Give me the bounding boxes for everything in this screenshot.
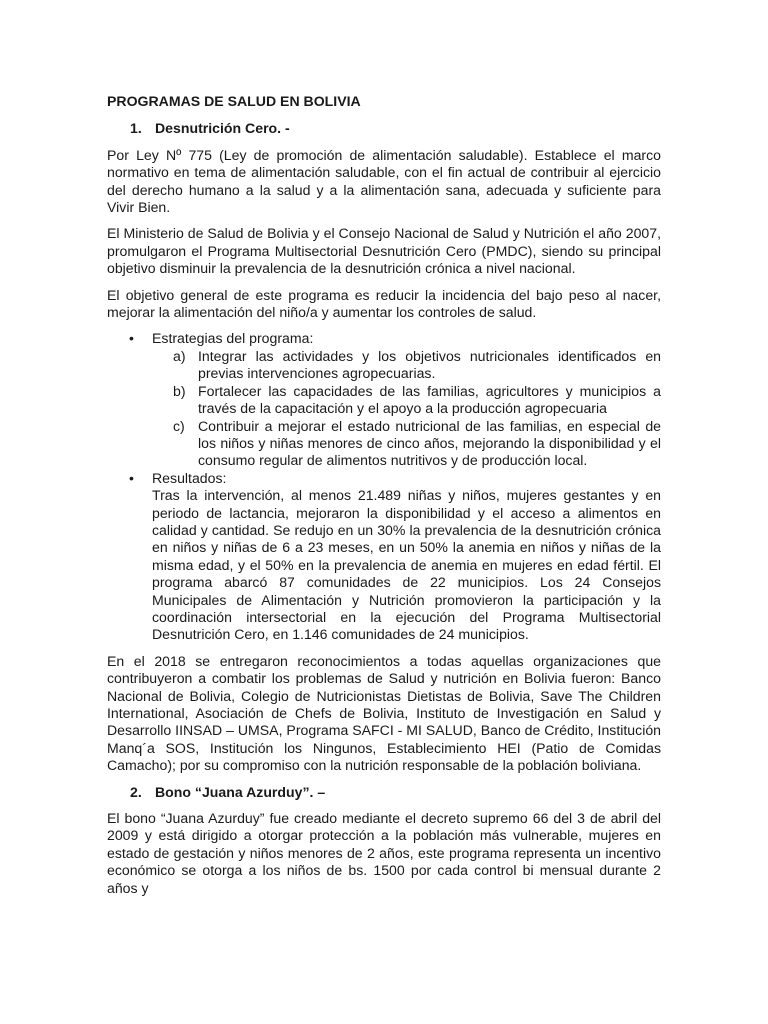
strategy-item [152,383,661,418]
results-text: Tras la intervención, al menos 21.489 niñas y niños, mujeres gestantes y en periodo de lactancia, mejoraron la disponibilidad y el acceso a alimentos en calidad y cantidad. Se redujo en un 30% la prevalencia de la desnutrición crónica en niños y niñas de 6 a 23 meses, en un 50% la anemia en niños y niñas de la misma edad, y el 50% en la prevalencia de anemia en mujeres en edad fértil. El programa abarcó 87 comunidades de 22 municipios. Los 24 Consejos Municipales de Alimentación y Nutrición promovieron la participación y la coordinación intersectorial en la ejecución del Programa Multisectorial Desnutrición Cero, en 1.146 comunidades de 24 municipios. [152,487,661,643]
bullet-dot-icon: • [129,330,134,347]
strategy-text: Integrar las actividades y los objetivos nutricionales identificados en previas intervenciones agropecuarias. [198,347,661,382]
document-body [107,93,661,906]
strategy-item [152,348,661,383]
strategies-list [152,348,661,470]
strategy-label: c) [173,417,185,434]
bullet-list [107,330,661,643]
bullet-strategies [107,330,661,469]
strategy-label: a) [173,347,186,364]
bullet-dot-icon: • [129,469,134,486]
strategy-label: b) [173,382,186,399]
section-2-heading [130,784,661,801]
strategy-text: Contribuir a mejorar el estado nutricional de las familias, en especial de los niños y niñas menores de cinco años, mejorando la disponibilidad y el consumo regular de alimentos nutritivos y de producción local. [198,417,661,469]
bullet-results [107,470,661,644]
paragraph-ministerio: El Ministerio de Salud de Bolivia y el Consejo Nacional de Salud y Nutrición el año 2007, promulgaron el Programa Multisectorial Desnutrición Cero (PMDC), siendo su principal objetivo disminuir la prevalencia de la desnutrición crónica a nivel nacional. [107,225,661,277]
section-1-title: Desnutrición Cero. - [155,120,290,137]
paragraph-ley-775: Por Ley Nº 775 (Ley de promoción de alimentación saludable). Establece el marco normativo en tema de alimentación saludable, con el fin actual de contribuir al ejercicio del derecho humano a la salud y a la alimentación sana, adecuada y suficiente para Vivir Bien. [107,146,661,216]
section-1-number: 1. [130,120,142,137]
section-2-title: Bono “Juana Azurduy”. – [155,783,326,800]
section-1-heading [130,120,661,137]
paragraph-objetivo: El objetivo general de este programa es reducir la incidencia del bajo peso al nacer, mejorar la alimentación del niño/a y aumentar los controles de salud. [107,286,661,321]
strategy-text: Fortalecer las capacidades de las familias, agricultores y municipios a través de la capacitación y el apoyo a la producción agropecuaria [198,382,661,417]
document-title: PROGRAMAS DE SALUD EN BOLIVIA [107,93,361,109]
results-label: Resultados: [152,469,227,486]
strategy-item [152,418,661,470]
section-2-number: 2. [130,783,142,800]
strategies-label: Estrategias del programa: [152,330,314,347]
paragraph-bono: El bono “Juana Azurduy” fue creado mediante el decreto supremo 66 del 3 de abril del 2009 y está dirigido a otorgar protección a la población más vulnerable, mujeres en estado de gestación y niños menores de 2 años, este programa representa un incentivo económico se otorga a los niños de bs. 1500 por cada control bi mensual durante 2 años y [107,810,661,896]
paragraph-reconocimientos: En el 2018 se entregaron reconocimientos a todas aquellas organizaciones que contribuyeron a combatir los problemas de Salud y nutrición en Bolivia fueron: Banco Nacional de Bolivia, Colegio de Nutricionistas Dietistas de Bolivia, Save The Children International, Asociación de Chefs de Bolivia, Instituto de Investigación en Salud y Desarrollo IINSAD – UMSA, Programa SAFCI - MI SALUD, Banco de Crédito, Institución Manq´a SOS, Institución los Ningunos, Establecimiento HEI (Patio de Comidas Camacho); por su compromiso con la nutrición responsable de la población boliviana. [107,652,661,774]
